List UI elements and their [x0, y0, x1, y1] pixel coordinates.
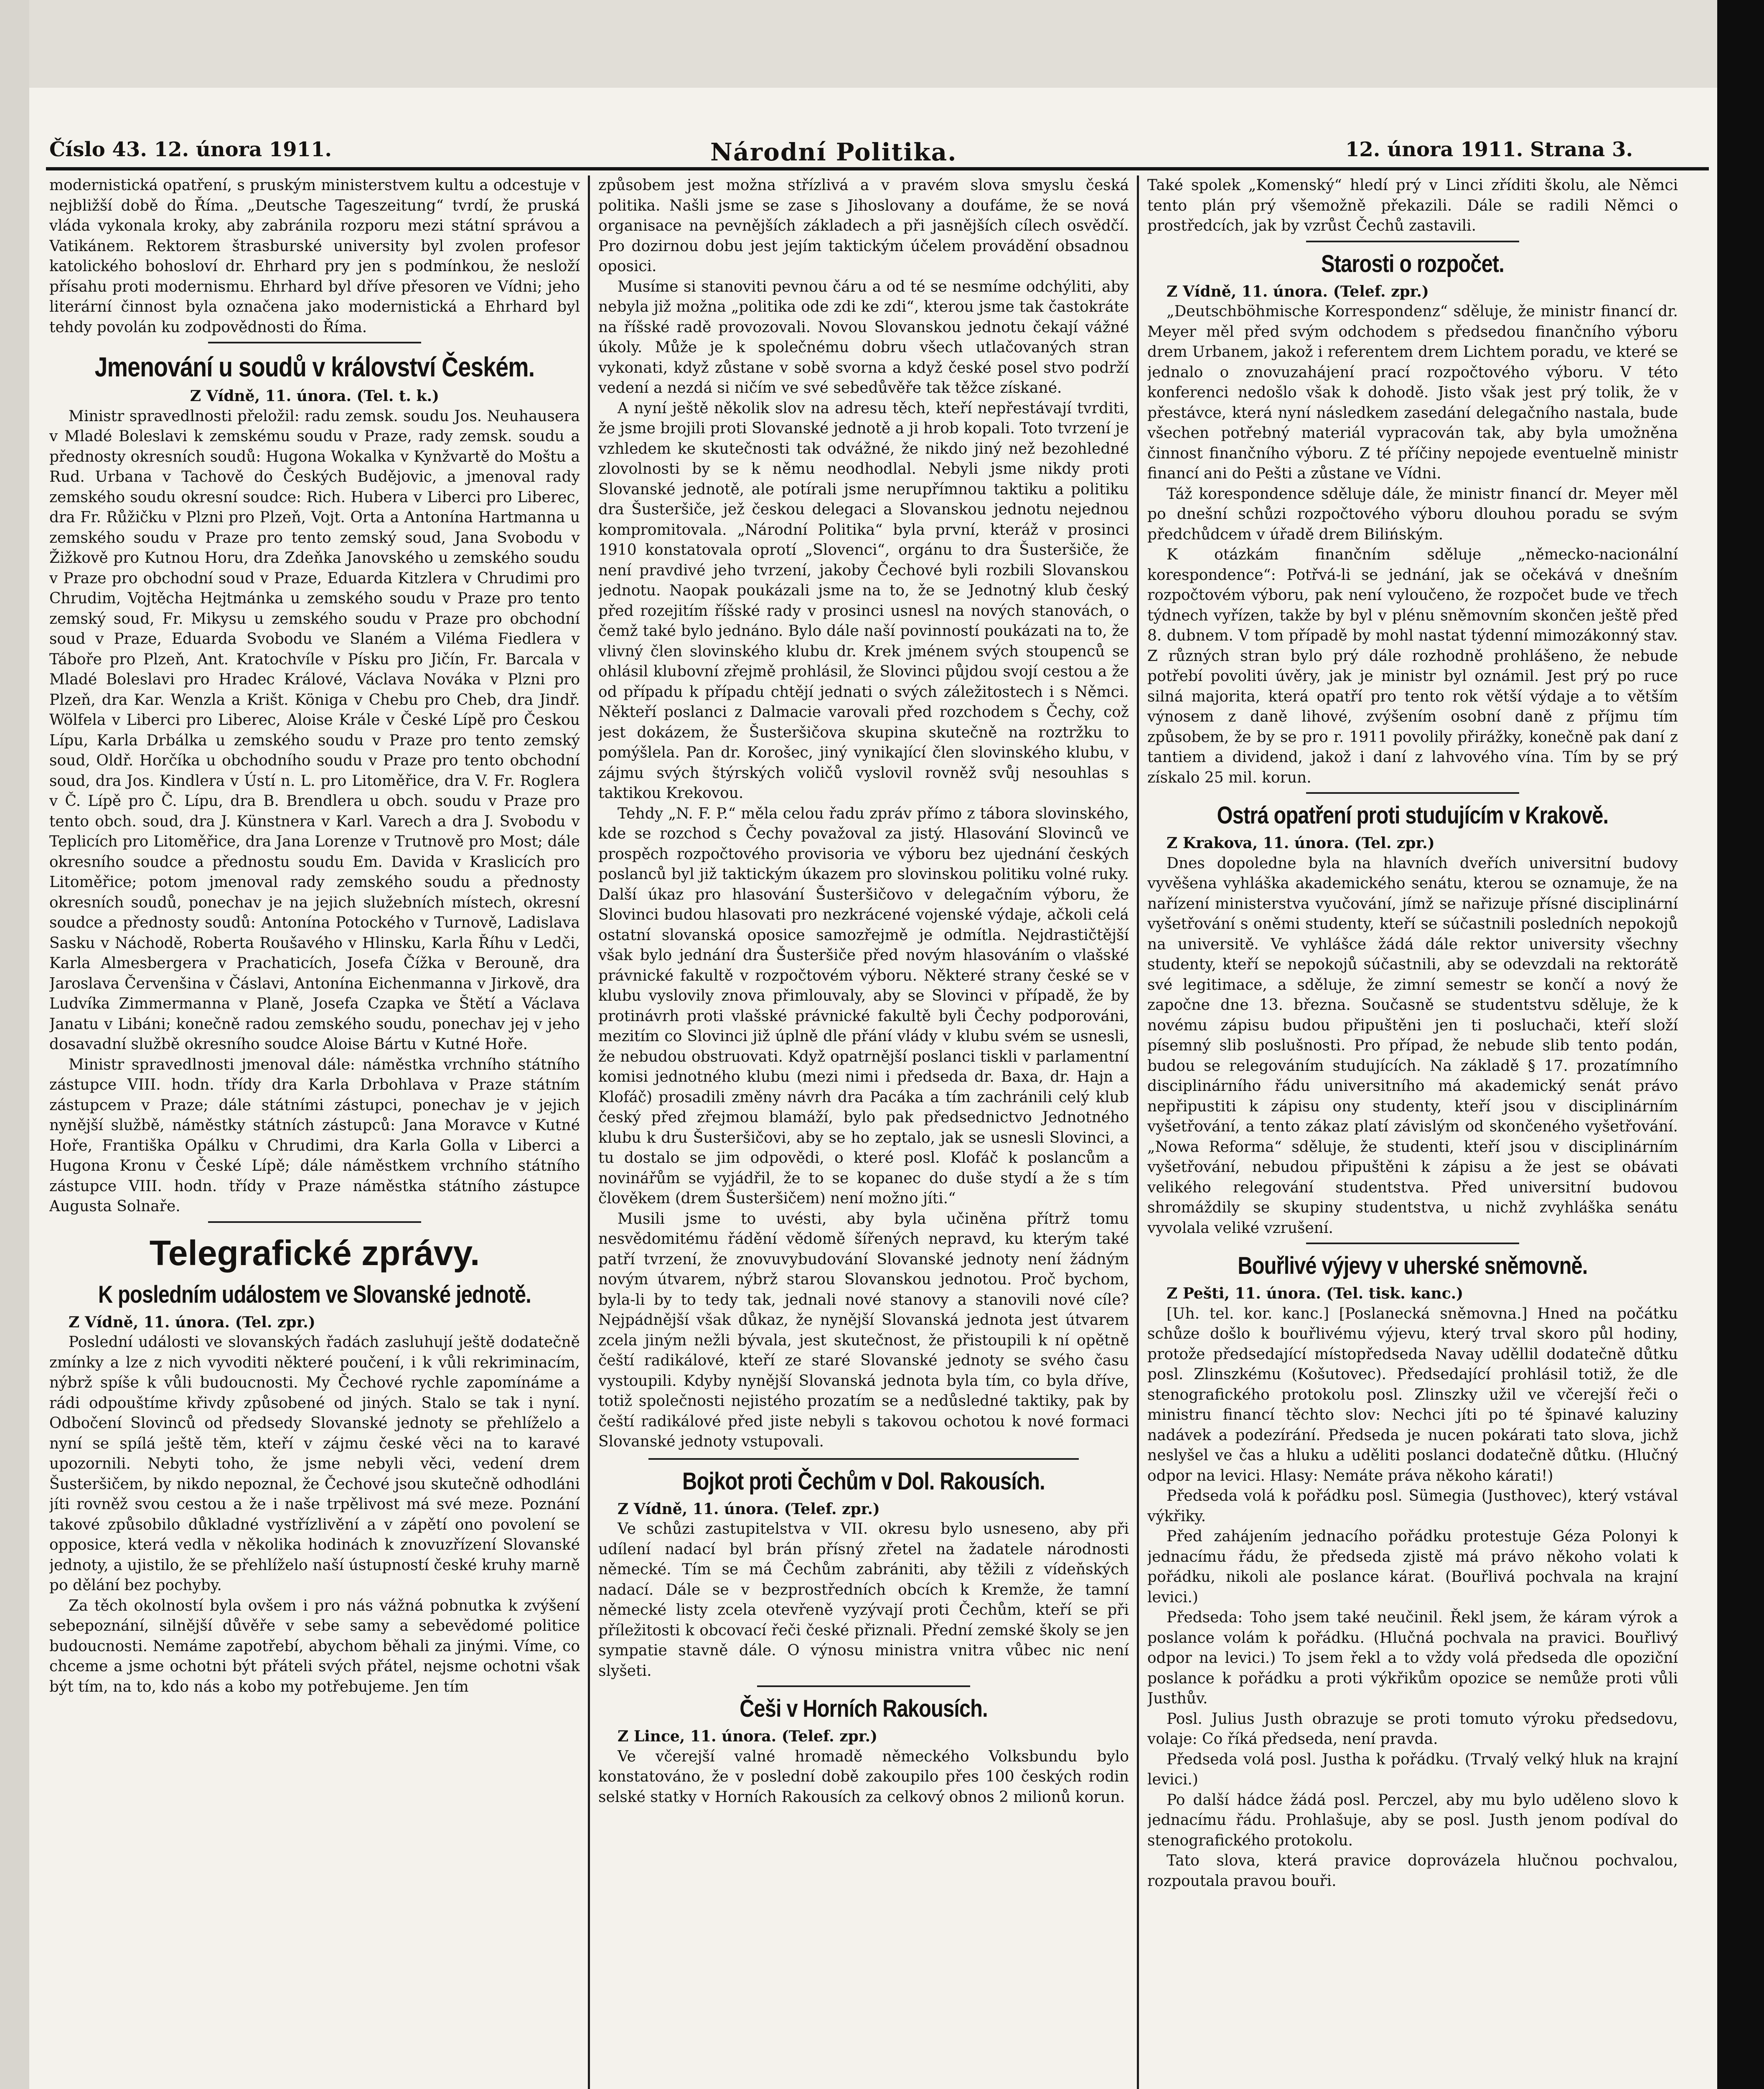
column-divider — [588, 175, 590, 2089]
dateline: Z Pešti, 11. února. (Tel. tisk. kanc.) — [1167, 1285, 1464, 1302]
dateline: Z Lince, 11. února. (Telef. zpr.) — [618, 1728, 878, 1745]
column-1 — [49, 175, 580, 2089]
article-text: Ve včerejší valné hromadě německého Volksbundu bylo konstatováno, že v poslední době zakoupilo přes 100 českých rodin selské statky v Horních Rakousích za celkový obnos 2 milionů korun. — [598, 1748, 1129, 1806]
headline-boycott: Bojkot proti Čechům v Dol. Rakousích. — [682, 1467, 1045, 1495]
column-2 — [598, 175, 1129, 2089]
article-text: A nyní ještě několik slov na adresu těch, kteří nepřestávají tvrditi, že jsme brojili proti Slovanské jednotě a ji hrob kopali. Toto tvrzení je vzhledem ke skutečnosti tak odvážné, že nikdo jiný než bezohledné zlovolnosti by se k němu neodhodlal. Nebyli jsme nikdy proti Slovanské jednotě, ale potírali jsme nerupřímnou taktiku a politiku dra Šusteršiče, jež českou delegaci a Slovanskou jednotu nejednou kompromitovala. „Národní Politika“ byla první, kteráž v prosinci 1910 konstatovala oprotí „Slovenci“, orgánu to dra Šusteršiče, že není pravdivé jeho tvrzení, jakoby Čechové byli rozbili Slovanskou jednotu. Naopak poukázali jsme na to, že se Jednotný klub český před rozejitím říšské rady v prosinci usnesl na nových stanovách, o čemž také bylo jednáno. Bylo dále naší povinností poukázati na to, že vlivný člen slovinského klubu dr. Krek jménem svých stoupenců se ohlásil klubovní zřejmě prohlásil, že Slovinci půjdou svojí cestou a že od případu k případu chtějí jednati o svých záležitostech i s Němci. Někteří poslanci z Dalmacie varovali před rozchodem s Čechy, což jest dokázem, že Šusteršičova skupina skutečně na roztržku to pomýšlela. Pan dr. Korošec, jiný vynikající člen slovinského klubu, v zájmu svých štýrských voličů vyslovil rovněž svůj nesouhlas s taktikou Krekovou. — [598, 399, 1129, 802]
article-text: Ministr spravedlnosti jmenoval dále: náměstka vrchního státního zástupce VIII. hodn. třídy dra Karla Drbohlava v Praze státním zástupcem v Praze; dále státními zástupci, ponechav je v jejich nynější službě, náměstky státních zástupců: Jana Moravce v Kutné Hoře, Františka Opálku v Chrudimi, dra Karla Golla v Liberci a Hugona Kronu v České Lípě; dále náměstkem vrchního státního zástupce VIII. hodn. třídy v Praze náměstka státního zástupce Augusta Solnaře. — [49, 1056, 580, 1215]
article-text: Táž korespondence sděluje dále, že ministr financí dr. Meyer měl po dnešní schůzi rozpočtového výboru dlouhou poradu se svým předchůdcem v úřadě drem Bilińským. — [1147, 485, 1678, 543]
headline-court-appointments: Jmenování u soudů v království Českém. — [94, 351, 535, 382]
article-text: Za těch okolností byla ovšem i pro nás vážná pobnutka k zvýšení sebepoznání, silnější důvěře v sebe samy a sebevědomé politice budoucnosti. Nemáme zapotřebí, abychom běhali za jinými. Víme, co chceme a jsme ochotni být přáteli svých přátel, nejsme ochotni však být tím, na to, kdo nás a kobo my potřebujeme. Jen tím — [49, 1597, 580, 1695]
article-text: Předseda: Toho jsem také neučinil. Řekl jsem, že káram výrok a poslance volám k pořádku. (Hlučná pochvala na pravici. Bouřlivý odpor na levici.) To jsem řekl a to vždy volá předseda dle opoziční poslance k pořádku a proti výkřikům opozice se nemůže proti vůli Justhův. — [1147, 1609, 1678, 1707]
headline-slavic-union: K posledním událostem ve Slovanské jednotě. — [98, 1281, 531, 1308]
date-page-number: 12. února 1911. Strana 3. — [1345, 138, 1633, 161]
article-text: Ve schůzi zastupitelstva v VII. okresu bylo usneseno, aby při udílení nadací byl brán přísný zřetel na žadatele národnosti německé. Tím se má Čechům zabrániti, aby těžili z vídeňských nadací. Dále se v bezprostředních obcích k Kremže, že tamní německé listy zcela otevřeně vyzývají proti Čechům, kteří se při příležitosti k obcovací řeči české přiznali. Přední zemské školy se jen sympatie stavně dále. O výnosu ministra vnitra vůbec nic není slyšeti. — [598, 1520, 1129, 1680]
article-text: Tato slova, která pravice doprovázela hlučnou pochvalou, rozpoutala pravou bouři. — [1147, 1852, 1678, 1890]
header-rule — [46, 167, 1709, 170]
headline-hungarian-parliament: Bouřlivé výjevy v uherské sněmovně. — [1238, 1252, 1588, 1279]
article-text: Poslední události ve slovanských řadách zasluhují ještě dodatečně zmínky a lze z nich vyvoditi některé poučení, i k vůli rekriminacím, nýbrž spíše k vůli budoucnosti. My Čechové rychle zapomínáme a rádi odpouštíme křivdy způsobené od jiných. Stalo se tak i nyní. Odbočení Slovinců od předsedy Slovanské jednoty se přehlíželo a nyní se spílá ještě těm, kteří v zájmu české věci na to karavé upozornili. Nebyti toho, že jsme nebyli věci, vedení drem Šusteršičem, by nikdo nepoznal, že Čechové jsou skutečně odhodláni jíti rovněž svou cestou a že i naše trpělivost má své meze. Poznání takové způsobilo důkladné vystřízlivění a v zápětí ono povolení se opposice, která vedla v několika hodinách k znovuzřízení Slovanské jednoty, a ujistilo, že se přehlíželo naší ústupností české kruhy marně po dělání bez pochyby. — [49, 1334, 580, 1594]
headline-krakow-students: Ostrá opatření proti studujícím v Krakově. — [1217, 802, 1609, 829]
article-text: Po další hádce žádá posl. Perczel, aby mu bylo uděleno slovo k jednacímu řádu. Prohlašuje, aby se posl. Justh jenom podíval do stenografického protokolu. — [1147, 1791, 1678, 1849]
headline-budget-worries: Starosti o rozpočet. — [1321, 250, 1504, 277]
issue-number-date: Číslo 43. 12. února 1911. — [49, 138, 332, 161]
headline-czechs-upper-austria: Češi v Horních Rakousích. — [740, 1695, 988, 1722]
masthead-title: Národní Politika. — [710, 138, 957, 166]
article-text: Musíme si stanoviti pevnou čáru a od té se nesmíme odchýliti, aby nebyla již možna „politika ode zdi ke zdi“, kterou jsme tak častokráte na říšské radě provozovali. Novou Slovanskou jednotu čekají vážné úkoly. Může je k společnému dobru všech utlačovaných stran vykonati, když zůstane v sobě svorna a když české posel stvo podrží vedení a nezdá si ničím ve své sebedůvěře tak těžce získané. — [598, 278, 1129, 396]
dateline: Z Vídně, 11. února. (Tel. zpr.) — [69, 1313, 315, 1331]
article-separator — [208, 342, 421, 343]
dateline: Z Krakova, 11. února. (Tel. zpr.) — [1167, 834, 1435, 852]
column-divider — [1137, 175, 1139, 2089]
dateline: Z Vídně, 11. února. (Tel. t. k.) — [190, 387, 440, 405]
article-text: Předseda volá posl. Justha k pořádku. (Trvalý velký hluk na krajní levici.) — [1147, 1751, 1678, 1788]
article-separator — [648, 1458, 1079, 1460]
article-text: K otázkám finančním sděluje „německo-nacionální korespondence“: Potřvá-li se jednání, jak se očekává v dnešním rozpočtovém výboru, pak není vyloučeno, že rozpočet bude ve třech týdnech vyřízen, takže by byl v plénu sněmovním skončen ještě před 8. dubnem. V tom případě by mohl nastat týdenní mimozákonný stav. Z různých stran bylo prý dále rozhodně prohlášeno, že nebude potřebí povoliti úvěry, jak je ministr byl oznámil. Jest prý po ruce silná majorita, která opatří pro tento rok větší výdaje a to větším výnosem z daně lihové, zvýšením osobní daně z příjmu tím způsobem, že by se pro r. 1911 povolily přirážky, konečně pak daní z tantiem a dividend, jakož i daní z lahvového vína. Tím by se prý získalo 25 mil. korun. — [1147, 546, 1678, 786]
article-separator — [1306, 241, 1519, 242]
article-separator — [1306, 792, 1519, 794]
scan-border-left — [0, 0, 29, 2089]
article-separator — [208, 1221, 421, 1223]
article-separator — [1306, 1243, 1519, 1244]
scan-border-right — [1717, 0, 1764, 2089]
article-text: Také spolek „Komenský“ hledí prý v Linci zříditi školu, ale Němci tento plán prý všemožně překazili. Dále se radili Němci o prostředcích, jak by vzrůst Čechů zastavili. — [1147, 177, 1678, 234]
dateline: Z Vídně, 11. února. (Telef. zpr.) — [618, 1500, 880, 1518]
article-text: Předseda volá k pořádku posl. Sümegia (Justhovec), který vstával výkřiky. — [1147, 1487, 1678, 1525]
article-text: Před zahájením jednacího pořádku protestuje Géza Polonyi k jednacímu řádu, že předseda zjistě má právo někoho volati k pořádku, nikoli ale poslance kárat. (Bouřlivá pochvala na krajní levici.) — [1147, 1528, 1678, 1606]
article-text: Tehdy „N. F. P.“ měla celou řadu zpráv přímo z tábora slovinského, kde se rozchod s Čechy považoval za jistý. Hlasování Slovinců ve prospěch rozpočtového provisoria ve výboru bez ujednání českých poslanců byl již taktickým úkazem pro slovinskou politiku volné ruky. Další úkaz pro hlasování Šusteršičovo v delegačním výboru, že Slovinci budou hlasovati pro nezkrácené vojenské výdaje, ačkoli celá ostatní slovanská oposice samozřejmě je odmítla. Nejdrastičtější však bylo jednání dra Šusteršiče před novým hlasováním o vlašské právnické fakultě v rozpočtovém výboru. Některé strany české se v klubu vyslovily znova přimlouvaly, aby se Slovinci v případě, že by protinávrh proti vlašské právnické fakultě byli Čechy podporováni, mezitím co Slovinci již úplně dle přání vlády v klubu svém se usnesli, že nebudou obstruovati. Když opatrnější poslanci tiskli v parlamentní komisi jednotného klubu (mezi nimi i předseda dr. Baxa, dr. Hajn a Klofáč) prosadili změny návrh dra Pacáka a tím zachránili celý klub český před zřejmou blamáží, bylo pak předsednictvo Jednotného klubu k dru Šusteršičovi, aby se ho zeptalo, jak se usnesli Slovinci, a tu dostalo se jim odpovědi, o které posl. Klofáč k poslancům a novinářům se vyjádřil, že to se kopanec do duše stydí a že s tím člověkem (drem Šusteršičem) není možno jíti.“ — [598, 805, 1129, 1207]
article-text: Dnes dopoledne byla na hlavních dveřích universitní budovy vyvěšena vyhláška akademického senátu, kterou se oznamuje, že na nařízení ministerstva vyučování, jímž se nařizuje přísné disciplinární vyšetřování s oněmi studenty, kteří se súčastnili posledních nepokojů na universitě. Ve vyhlášce žádá dále rektor university všechny studenty, kteří se nepokojů súčastnili, aby se odevzdali na rektorátě své legitimace, a sděluje, že zimní semestr se končí a nový že započne dne 13. března. Současně se studentstvu sděluje, že k novému zápisu budou připuštěni jen ti posluchači, kteří složí písemný slib poslušnosti. Pro případ, že nebude slib tento podán, budou se relegováním studujících. Na základě § 17. prozatímního disciplinárního řádu universitního má akademický senát právo nepřipustiti k zápisu ony studenty, kteří jsou v disciplinárním vyšetřování, a tento zákaz platí závislým od skončeného vyšetřování. „Nowa Reforma“ sděluje, že studenti, kteří jsou v disciplinárním vyšetřování, nebudou připuštěni k zápisu a že jest se obávati velikého relegování studentstva. Před universitní budovou shromáždily se skupiny studentstva, u nichž zvyhláška senátu vyvolala veliké vzrušení. — [1147, 854, 1678, 1237]
scan-border-top — [0, 0, 1764, 88]
article-text: Musili jsme to uvésti, aby byla učiněna přítrž tomu nesvědomitému řádění vědomě šířených nepravd, ku kterým také patří tvrzení, že znovuvybudování Slovanské jednoty není žádným novým útvarem, nýbrž starou Slovanskou jednotou. Proč bychom, byla-li by to tedy tak, jednali nové stanovy a stanovili nové cíle? Nejpádnější však důkaz, že nynější Slovanská jednota jest útvarem zcela jiným nežli bývala, jest skutečnost, že přistoupili k ní opětně čeští radikálové, kteří ze staré Slovanské jednoty se svého času vystoupili. Kdyby nynější Slovanská jednota byla tím, co byla dříve, totiž společnosti nejistého prozatím se a nedůsledné taktiky, pak by čeští radikálové před jiste nebyli s takovou ochotou k nové formaci Slovanské jednoty vstupovali. — [598, 1210, 1129, 1450]
article-separator — [757, 1685, 970, 1687]
article-text: Posl. Julius Justh obrazuje se proti tomuto výroku předsedovu, volaje: Co říká předseda, není pravda. — [1147, 1710, 1678, 1748]
article-text: modernistická opatření, s pruským ministerstvem kultu a odcestuje v nejbližší době do Říma. „Deutsche Tageszeitung“ tvrdí, že pruská vláda vykonala kroky, aby zabránila rozporu mezi státní správou a Vatikánem. Rektorem štrasburské university byl zvolen profesor katolického bohosloví dr. Ehrhard pry jen s podmínkou, že nesloží přísahu proti modernismu. Ehrhard byl dříve přesoren ve Vídni; jeho literární činnost byla označena jako modernistická a Ehrhard byl tehdy povolán ku zodpovědnosti do Říma. — [49, 177, 580, 336]
article-text: způsobem jest možna střízlivá a v pravém slova smyslu česká politika. Našli jsme se zase s Jihoslovany a doufáme, že se nová organisace na pevnějších základech a při jasnějších cílech osvědčí. Pro dozirnou dobu jest jejím taktickým účelem provádění obsadnou oposici. — [598, 177, 1129, 275]
column-3 — [1147, 175, 1678, 2089]
dateline: Z Vídně, 11. února. (Telef. zpr.) — [1167, 282, 1429, 300]
article-text: „Deutschböhmische Korrespondenz“ sděluje, že ministr financí dr. Meyer měl před svým odchodem s předsedou finančního výboru drem Urbanem, jakož i referentem drem Lichtem poradu, ve které se jednalo o znovuzahájení prací rozpočtového výboru. V této konferenci nedošlo však k dohodě. Jisto však jest prý tolik, že v přestávce, která nyní následkem zasedání delegačního nastala, bude všechen potřebný materiál vypracován tak, aby byla umožněna činnost finančního výboru. Z té příčiny nepojede eventuelně ministr financí ani do Pešti a zůstane ve Vídni. — [1147, 303, 1678, 482]
article-text: [Uh. tel. kor. kanc.] [Poslanecká sněmovna.] Hned na počátku schůze došlo k bouřlivému výjevu, který trval skoro půl hodiny, protože předsedající místopředseda Navay uděllil dodatečně důtku posl. Zlinszkému (Košutovec). Předsedající prohlásil totiž, že dle stenografického protokolu posl. Zlinszky užil ve včerejší řeči o ministru financí těchto slov: Nechci jíti po té špinavé kaluziny nadávek a podezírání. Předseda je nucen pokárati tato slova, jichž neslyšel ve čas a hluku a uděliti poslanci dodatečně důtku. (Hlučný odpor na levici. Hlasy: Nemáte práva někoho kárati!) — [1147, 1305, 1678, 1484]
article-text: Ministr spravedlnosti přeložil: radu zemsk. soudu Jos. Neuhausera v Mladé Boleslavi k zemskému soudu v Praze, rady zemsk. soudu a přednosty okresních soudů: Hugona Wokalka v Kynžvartě do Moštu a Rud. Urbana v Tachově do Českých Budějovic, a jmenoval rady zemského soudu okresní soudce: Rich. Hubera v Liberci pro Liberec, dra Fr. Růžičku v Plzni pro Plzeň, Vojt. Orta a Antonína Hartmanna u zemského soudu v Praze pro tento zemský soud, Jana Svobodu v Žižkově pro Kutnou Horu, dra Zdeňka Janovského u zemského soudu v Praze pro obchodní soud v Praze, Eduarda Kitzlera v Chrudimi pro Chrudim, Vojtěcha Hejtmánka u zemského soudu v Praze pro tento zemský soud, Fr. Mikysu u zemského soudu v Praze pro obchodní soud v Praze, Eduarda Svobodu ve Slaném a Viléma Fiedlera v Táboře pro Plzeň, Ant. Kratochvíle v Písku pro Jičín, Fr. Barcala v Mladé Boleslavi pro Hradec Králové, Václava Nováka v Plzni pro Plzeň, dra Kar. Wenzla a Krišt. Königa v Chebu pro Cheb, dra Jindř. Wölfela v Liberci pro Liberec, Aloise Krále v České Lípě pro Českou Lípu, Karla Drbálka u zemského soudu v Praze pro tento zemský soud, Oldř. Horčíka u obchodního soudu v Praze pro tento obchodní soud, dra Jos. Kindlera v Ústí n. L. pro Litoměřice, dra V. Fr. Roglera v Č. Lípě pro Č. Lípu, dra B. Brendlera u obch. soudu v Praze pro tento obch. soud, dra J. Künstnera v Karl. Varech a dra J. Svobodu v Teplicích pro Litoměřice, dra Jana Lorenze v Trutnově pro Most; dále okresního soudce a přednostu soudu Em. Davida v Kraslicích pro Litoměřice; potom jmenoval rady zemského soudu a přednosty okresních soudů, ponechav je na jejich služebních místech, okresní soudce a přednosty soudů: Antonína Potockého v Turnově, Ladislava Sasku v Náchodě, Roberta Roušavého v Hlinsku, Karla Říhu v Ledči, Karla Almesbergera v Prachaticích, Josefa Čížka v Berouně, dra Jaroslava Červenšina v Čáslavi, Antonína Eichenmanna v Jirkově, dra Ludvíka Zimmermanna v Planě, Josefa Czapka ve Štětí a Václava Janatu v Libáni; konečně radou zemského soudu, ponechav jej v jeho dosavadní službě okresního soudce Aloise Bártu v Kutné Hoře. — [49, 407, 580, 1053]
section-title-telegrams: Telegrafické zprávy. — [149, 1233, 480, 1273]
